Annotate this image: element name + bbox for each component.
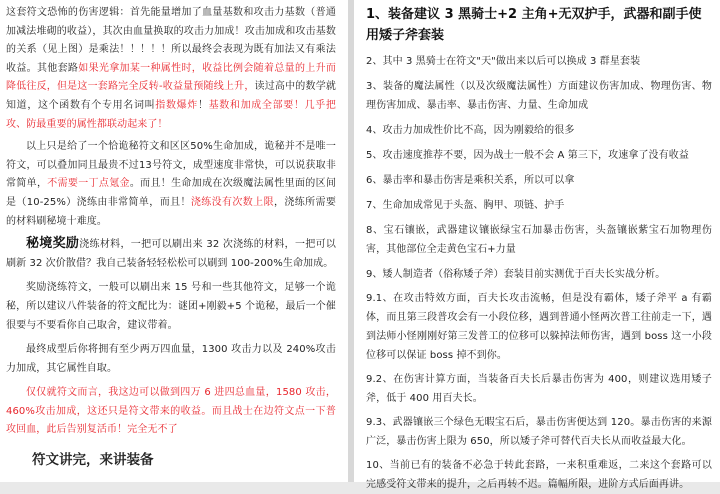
paragraph-final-stats: 最终成型后你将拥有至少两万四血量，1300 攻击力以及 240%攻击力加成，其它属性自取。 [6, 344, 336, 374]
paragraph-text: 浇练材料，一把可以刷出来 32 次浇练的材料，一把可以刷新 32 次价散借？我自己装备轻轻松松可以刷到 100-200%生命加成。 [6, 239, 336, 269]
paragraph-rune-build [6, 138, 336, 231]
paragraph-secret-realm [6, 235, 336, 273]
list-item: 4、攻击力加成性价比不高，因为刚毅给的很多 [366, 125, 575, 136]
equipment-title: 1、装备建议 3 黑骑士+2 主角+无双护手，武器和副手使用矮子斧套装 [366, 7, 702, 43]
list-item: 9.1、在攻击特效方面，百夫长攻击流畅，但是没有霸体，矮子斧平 a 有霸体，而且第三段普攻会有一小段位移，遇到普通小怪两次普工往前走一下，遇到法师小怪刚刚好第三发普工的位移可以躲掉法师伤害，遇到 boss 这一小段位移可以保证 boss 掉不到你。 [366, 293, 712, 361]
left-page [0, 0, 348, 482]
section-heading: 秘境奖励 [26, 236, 80, 252]
paragraph-text: 。而且！生命加成在次级魔法属性里面的区间是（10-25%）浇练由非常简单，而且！ [6, 178, 336, 208]
highlight-text: 基数和加成全部要！几乎把攻、防最重要的属性都联动起来了！ [6, 99, 336, 130]
highlight-text: 不需要一丁点氪金 [47, 178, 130, 190]
paragraph-rune-ratio: 奖励浇练符文，一般可以刷出来 15 号和一些其他符文，足够一个诡秘，所以建议八件装备的符文配比为：谜团+刚毅+5 个诡秘，最后一个催很要与不要看你自己取舍，建议带着。 [6, 282, 336, 331]
highlight-text: 指数爆炸 [155, 99, 198, 111]
paragraph-author-stats: 仅仅就符文而言，我这边可以做到四万 6 进四总血量，1580 攻击，460%攻击加成，这还只是符文带来的收益。而且战士在边符文点一下普攻回血，此后告别复活币！完全无不了 [6, 387, 336, 436]
list-item: 9、矮人制造者（俗称矮子斧）套装目前实测优于百夫长实战分析。 [366, 269, 666, 280]
paragraph-damage-logic [6, 4, 336, 134]
paragraph-text: ！ [197, 99, 209, 111]
highlight-text: 如果光拿加某一种属性时，收益比例会随着总量的上升而降低往反，但是这一套路完全反转-收益量预随线上升， [6, 62, 337, 93]
list-item: 3、装备的魔法属性（以及次级魔法属性）方面建议伤害加成、物理伤害、物理伤害加成、暴击率、暴击伤害、力量、生命加成 [366, 81, 712, 111]
list-item: 8、宝石镶嵌，武器建议镶嵌绿宝石加暴击伤害，头盔镶嵌紫宝石加物理伤害，其他部位全走黄色宝石+力量 [366, 225, 712, 255]
list-item: 6、暴击率和暴击伤害是乘积关系，所以可以拿 [366, 175, 575, 186]
list-item: 10、当前已有的装备不必急于转此套路，一来积重难返，二来这个套路可以完感受符文带来的提升，之后再转不迟。篇幅所限，进阶方式后面再讲。 [366, 460, 712, 490]
section-heading-equipment: 符文讲完，来讲装备 [32, 452, 154, 469]
highlight-text: 浇练没有次数上限 [190, 196, 274, 208]
paragraph-text: 读过高中的数学就知道，这个函数有个专用名词叫 [6, 81, 336, 111]
list-item: 2、其中 3 黑骑士在符文"天"做出来以后可以换成 3 群星套装 [366, 56, 641, 67]
paragraph-text: 这套符文恐怖的伤害逻辑：首先能量增加了血量基数和攻击力基数（普通加减法堆砌的收益），其次由血量换取的攻击力加成！攻击加成和攻击基数的关系（见上图）是乘法！！！！！所以最终会表现为既有加法又有乘法收益。其他套路 [6, 7, 336, 74]
list-item: 9.2、在伤害计算方面，当装备百夫长后暴击伤害为 400，则建议选用矮子斧，低于 400 用百夫长。 [366, 374, 712, 404]
right-page [354, 0, 720, 490]
paragraph-text: 以上只是给了一个恰诡秘符文和区区50%生命加成，诡秘并不是唯一符文，可以叠加同且最贵不过13号符文，成型速度非常快，可以说获取非常简单， [6, 141, 336, 190]
list-item: 5、攻击速度推荐不要，因为战士一般不会 A 第三下，攻速拿了没有收益 [366, 150, 689, 161]
paragraph-text: ，浇练所需要的材料刷秘境十难度。 [6, 196, 336, 227]
list-item: 7、生命加成常见于头盔、胸甲、项链、护手 [366, 200, 565, 211]
list-item: 9.3、武器镶嵌三个绿色无暇宝石后，暴击伤害便达到 120。暴击伤害的来源广泛，暴击伤害上限为 650，所以矮子斧可替代百夫长从而收益最大化。 [366, 417, 712, 447]
